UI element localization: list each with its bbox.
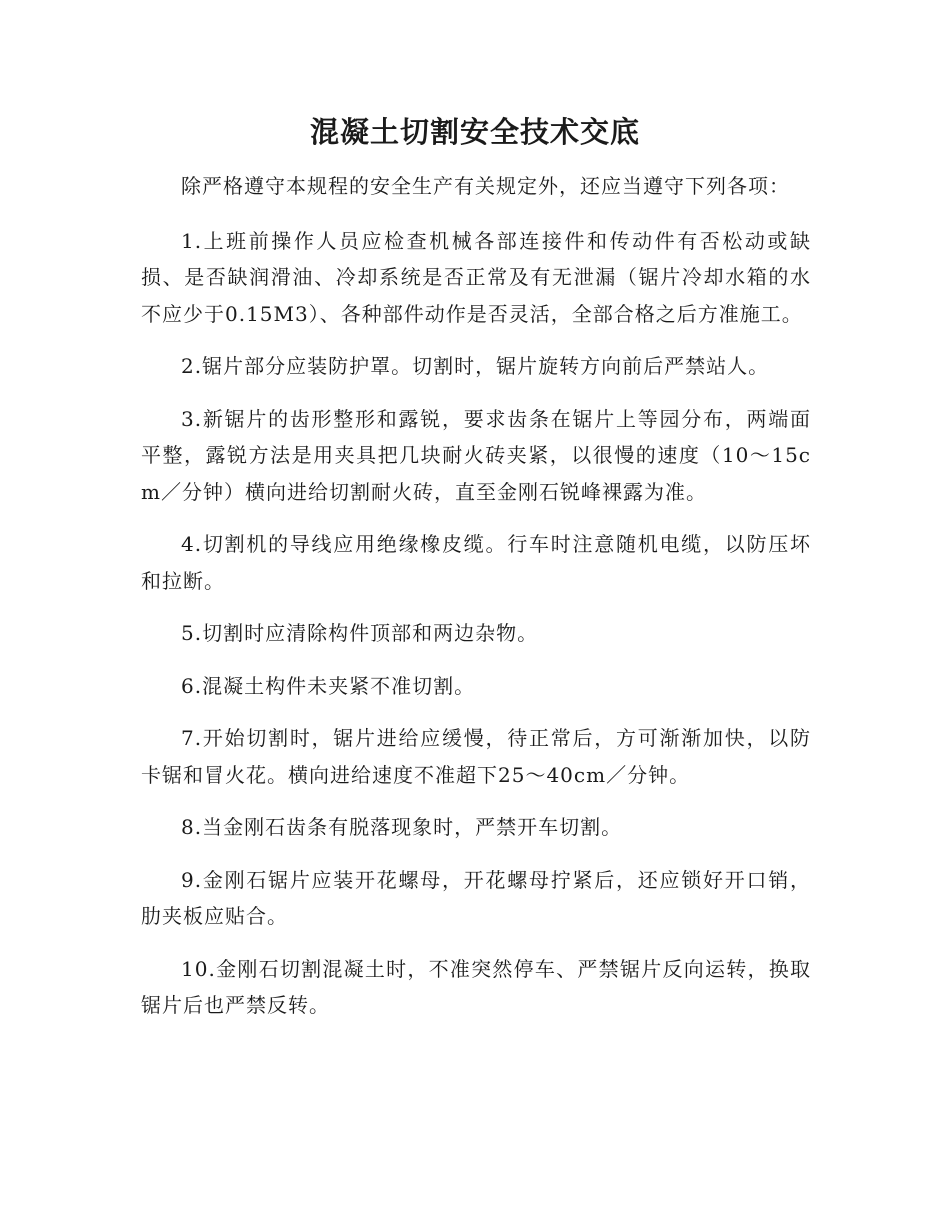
item-paragraph-1: 1.上班前操作人员应检查机械各部连接件和传动件有否松动或缺损、是否缺润滑油、冷却系统是否正常及有无泄漏（锯片冷却水箱的水不应少于0.15M3）、各种部件动作是否灵活，全部合格之后方准施工。 (141, 228, 811, 326)
intro-paragraph: 除严格遵守本规程的安全生产有关规定外，还应当遵守下列各项： (181, 174, 790, 198)
document-title: 混凝土切割安全技术交底 (309, 115, 640, 149)
item-paragraph-6: 6.混凝土构件未夹紧不准切割。 (181, 673, 476, 698)
item-paragraph-5: 5.切割时应清除构件顶部和两边杂物。 (181, 621, 539, 645)
item-paragraph-10: 10.金刚石切割混凝土时，不准突然停车、严禁锯片反向运转，换取锯片后也严禁反转。 (141, 956, 811, 1017)
item-paragraph-9: 9.金刚石锯片应装开花螺母，开花螺母拧紧后，还应锁好开口销，肋夹板应贴合。 (141, 867, 811, 928)
item-paragraph-2: 2.锯片部分应装防护罩。切割时，锯片旋转方向前后严禁站人。 (181, 354, 770, 378)
item-paragraph-8: 8.当金刚石齿条有脱落现象时，严禁开车切割。 (181, 815, 623, 839)
item-paragraph-7: 7.开始切割时，锯片进给应缓慢，待正常后，方可渐渐加快，以防卡锯和冒火花。横向进给速度不准超下25～40cm／分钟。 (141, 726, 811, 787)
item-paragraph-4: 4.切割机的导线应用绝缘橡皮缆。行车时注意随机电缆，以防压坏和拉断。 (141, 532, 811, 593)
document-body (141, 168, 811, 1040)
item-paragraph-3: 3.新锯片的齿形整形和露锐，要求齿条在锯片上等园分布，两端面平整，露锐方法是用夹具把几块耐火砖夹紧，以很慢的速度（10～15cm／分钟）横向进给切割耐火砖，直至金刚石锐峰裸露为准。 (141, 406, 811, 504)
